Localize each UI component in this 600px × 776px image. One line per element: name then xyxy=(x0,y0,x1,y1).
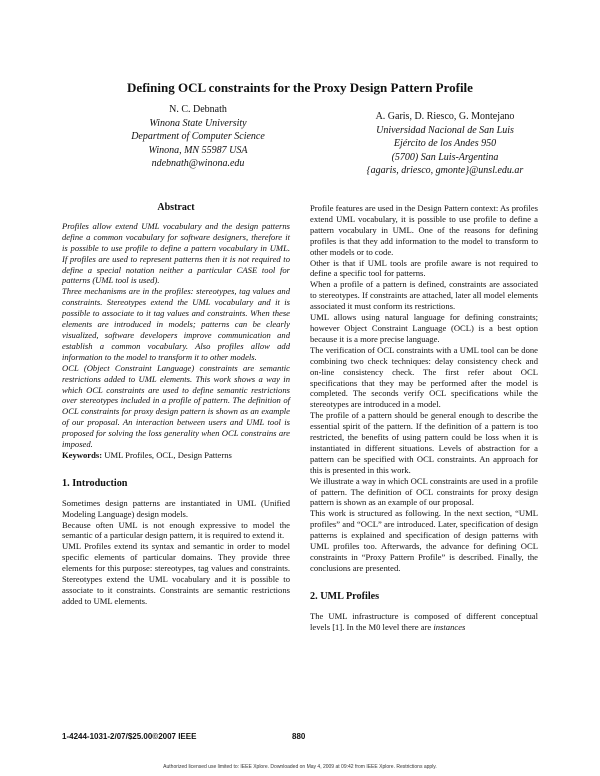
author-department: Department of Computer Science xyxy=(131,131,265,142)
footer-isbn: 1-4244-1031-2/07/$25.00©2007 IEEE xyxy=(62,732,197,741)
keywords xyxy=(62,450,290,461)
author-address: Winona, MN 55987 USA xyxy=(148,144,248,156)
left-column xyxy=(62,203,290,607)
body-paragraph: The profile of a pattern should be general enough to describe the essential spirit of the pattern. If the definition of a pattern is too restricted, the benefits of using pattern could be loss when it is instantiated in different situations. Levels of abstraction for a pattern can be specified with OCL constraints. An approach for this is presented in this work. xyxy=(310,410,538,475)
keywords-label: Keywords: xyxy=(62,449,103,460)
body-paragraph: Sometimes design patterns are instantiated in UML (Unified Modeling Language) design models. xyxy=(62,497,290,519)
author-affiliation: Universidad Nacional de San Luis xyxy=(376,124,514,136)
author-email: ndebnath@winona.edu xyxy=(151,158,245,169)
body-paragraph: UML Profiles extend its syntax and semantic in order to model specific elements of particular domains. They provide three elements for this purpose: stereotypes, tag values and constraints. Stereotypes extend the UML vocabulary and it is possible to associate to it constraints. Constraints are semantic restrictions added to UML elements. xyxy=(62,541,290,606)
abstract-section xyxy=(62,203,290,450)
author-block-left xyxy=(88,103,308,171)
page-number: 880 xyxy=(292,732,306,741)
body-paragraph: UML allows using natural language for defining constraints; however Object Constraint Language (OCL) is a best option because it is a more precise language. xyxy=(310,312,538,344)
author-address-line1: Ejército de los Andes 950 xyxy=(393,138,497,149)
author-block-right xyxy=(325,110,565,178)
section-heading-introduction: 1. Introduction xyxy=(62,477,128,489)
abstract-paragraph: Profiles allow extend UML vocabulary and the design patterns define a common vocabulary for software designers, therefore it is possible to use profile to define a pattern vocabulary in UML. If profiles are used to represent patterns then it is not required to define a special notation neither a particular CASE tool for patterns (UML tool is used). xyxy=(62,220,290,286)
body-paragraph: The verification of OCL constraints with a UML tool can be done combining two check techniques: delay consistency check and on-line consistency check. The first refer about OCL specifications that they may be performed after the model is completed. The seconds verify OCL specifications while the stereotypes are introduced in a model. xyxy=(310,344,538,410)
author-email: {agaris, driesco, gmonte}@unsl.edu.ar xyxy=(366,165,524,176)
body-text: The UML infrastructure is composed of different conceptual levels [1]. In the M0 level there are xyxy=(310,610,538,632)
body-paragraph: Other is that if UML tools are profile aware is not required to define a specific tool for patterns. xyxy=(310,257,538,279)
body-paragraph: We illustrate a way in which OCL constraints are used in a profile of pattern. The definition of OCL constraints for proxy design pattern is shown as an example of our proposal. xyxy=(310,475,538,508)
body-text-italic: instances xyxy=(433,621,466,632)
author-affiliation: Winona State University xyxy=(149,117,247,129)
author-names: A. Garis, D. Riesco, G. Montejano xyxy=(375,111,515,122)
body-paragraph: When a profile of a pattern is defined, constraints are associated to stereotypes. If constraints are attached, later all model elements associated it must conform its restrictions. xyxy=(310,279,538,312)
abstract-heading: Abstract xyxy=(157,202,195,213)
body-paragraph: Profile features are used in the Design Pattern context: As profiles extend UML vocabulary, it is possible to use profile to define a pattern vocabulary in UML. One of the reasons for defining profiles is that they add information to the model to transform to other models or to code. xyxy=(310,203,538,257)
body-paragraph: This work is structured as following. In the next section, “UML profiles” and “OCL” are introduced. Later, specification of design patterns is explained and specification of design patterns with UML profiles too. Afterwards, the advance for defining OCL constraints in “Proxy Pattern Profile” is described. Finally, the conclusions are presented. xyxy=(310,508,538,573)
keywords-text: UML Profiles, OCL, Design Patterns xyxy=(102,449,232,460)
body-paragraph: Because often UML is not enough expressive to model the semantic of a particular design pattern, it is required to extend it. xyxy=(62,519,290,541)
author-name: N. C. Debnath xyxy=(169,104,227,115)
license-notice: Authorized licensed use limited to: IEEE Xplore. Downloaded on May 4, 2009 at 09:42 from IEEE Xplore. Restrictions apply. xyxy=(163,764,437,770)
author-address-line2: (5700) San Luis-Argentina xyxy=(391,151,499,163)
abstract-paragraph: Three mechanisms are in the profiles: stereotypes, tag values and constraints. Stereotypes extend the UML vocabulary and it is possible to associate to it tag values and constraints. When these elements are introduced in models; patterns can be clearly visualized, software developers improve communication and establish a common vocabulary. Also profiles allow add information to the model to transform it to other models. xyxy=(62,286,290,362)
body-paragraph xyxy=(310,611,538,633)
right-column xyxy=(310,203,538,633)
abstract-paragraph: OCL (Object Constraint Language) constraints are semantic restrictions added to UML elements. This work shows a way in which OCL constraints are used to define semantic restrictions over stereotypes included in a profile of pattern. The definition of OCL constraints for proxy design pattern is shown as an example of our proposal. An interaction between users and UML tool is proposed for solving the loss generality when OCL constrains are imposed. xyxy=(62,362,290,450)
paper-title: Defining OCL constraints for the Proxy Design Pattern Profile xyxy=(127,80,473,95)
section-heading-uml-profiles: 2. UML Profiles xyxy=(310,590,380,602)
